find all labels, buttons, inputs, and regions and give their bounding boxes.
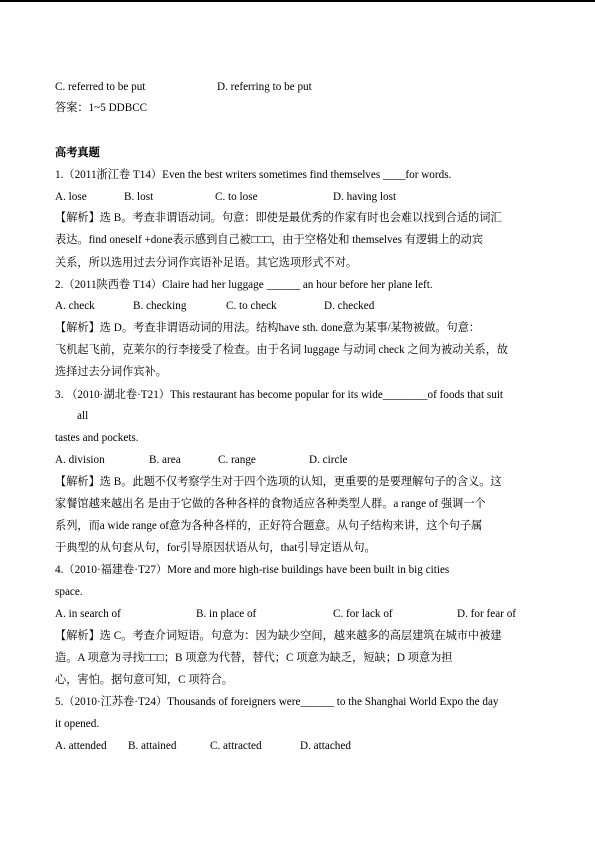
page-top-rule bbox=[0, 0, 595, 2]
question-4-analysis-line: 【解析】选 C。考查介词短语。句意为：因为缺少空间，越来越多的高层建筑在城市中被建 bbox=[55, 630, 502, 642]
question-2-analysis-line: 飞机起飞前，克莱尔的行李接受了检查。由于名词 luggage 与动词 check 之间为被动关系，故 bbox=[55, 344, 509, 356]
question-5-option-d: D. attached bbox=[300, 740, 351, 752]
question-3-stem: 3. （2010·湖北卷·T21）This restaurant has become popular for its wide________of foods that suit bbox=[55, 389, 504, 401]
question-5-option-a: A. attended bbox=[55, 740, 107, 752]
question-1-analysis-line: 关系，所以选用过去分词作宾语补足语。其它选项形式不对。 bbox=[55, 257, 358, 269]
question-1-stem: 1.（2011浙江卷 T14）Even the best writers sometimes find themselves ____for words. bbox=[55, 169, 452, 181]
question-1-option-d: D. having lost bbox=[333, 191, 397, 203]
question-3-analysis-line: 【解析】选 B。此题不仅考察学生对于四个选项的认知，更重要的是要理解句子的含义。这 bbox=[55, 476, 502, 488]
question-3-analysis-line: 于典型的从句套从句，for引导原因状语从句，that引导定语从句。 bbox=[55, 542, 376, 554]
question-2-option-b: B. checking bbox=[133, 300, 187, 312]
answer-key: 答案：1~5 DDBCC bbox=[55, 102, 148, 114]
question-2-option-a: A. check bbox=[55, 300, 95, 312]
question-5-stem-continuation: it opened. bbox=[55, 718, 100, 730]
question-3-option-b: B. area bbox=[149, 454, 181, 466]
prev-option-c: C. referred to be put bbox=[55, 81, 146, 93]
question-5-stem: 5.（2010·江苏卷·T24）Thousands of foreigners were______ to the Shanghai World Expo the day bbox=[55, 696, 499, 708]
question-4-option-b: B. in place of bbox=[196, 608, 257, 620]
question-4-option-d: D. for fear of bbox=[457, 608, 517, 620]
prev-option-d: D. referring to be put bbox=[217, 81, 312, 93]
question-2-stem: 2.（2011陕西卷 T14）Claire had her luggage ______ an hour before her plane left. bbox=[55, 279, 433, 291]
question-3-stem-continuation: tastes and pockets. bbox=[55, 432, 139, 444]
question-2-option-c: C. to check bbox=[226, 300, 277, 312]
question-3-analysis-line: 系列，而a wide range of意为各种各样的，正好符合题意。从句子结构来讲，这个句子属 bbox=[55, 520, 483, 532]
question-4-stem: 4.（2010·福建卷·T27）More and more high-rise buildings have been built in big cities bbox=[55, 564, 450, 576]
section-title: 高考真题 bbox=[55, 147, 100, 159]
question-2-option-d: D. checked bbox=[324, 300, 375, 312]
question-4-option-a: A. in search of bbox=[55, 608, 121, 620]
question-2-analysis-line: 选择过去分词作宾补。 bbox=[55, 366, 167, 378]
question-1-option-a: A. lose bbox=[55, 191, 87, 203]
question-3-option-a: A. division bbox=[55, 454, 105, 466]
question-3-stem-continuation: all bbox=[77, 410, 89, 422]
question-4-stem-continuation: space. bbox=[55, 586, 83, 598]
question-1-analysis-line: 【解析】选 B。考查非谓语动词。句意：即使是最优秀的作家有时也会难以找到合适的词汇 bbox=[55, 212, 502, 224]
question-3-option-d: D. circle bbox=[309, 454, 348, 466]
question-1-option-b: B. lost bbox=[124, 191, 154, 203]
question-3-option-c: C. range bbox=[218, 454, 256, 466]
question-4-option-c: C. for lack of bbox=[333, 608, 393, 620]
question-5-option-c: C. attracted bbox=[210, 740, 262, 752]
question-3-analysis-line: 家餐馆越来越出名 是由于它做的各种各样的食物适应各种类型人群。a range of 强调一个 bbox=[55, 498, 486, 510]
question-4-analysis-line: 造。A 项意为寻找□□□；B 项意为代替，替代；C 项意为缺乏，短缺；D 项意为担 bbox=[55, 652, 453, 664]
question-1-analysis-line: 表达。find oneself +done表示感到自己被□□□，由于空格处和 themselves 有逻辑上的动宾 bbox=[55, 234, 484, 246]
question-4-analysis-line: 心，害怕。据句意可知，C 项符合。 bbox=[55, 674, 234, 686]
question-1-option-c: C. to lose bbox=[215, 191, 258, 203]
question-5-option-b: B. attained bbox=[128, 740, 177, 752]
question-2-analysis-line: 【解析】选 D。考查非谓语动词的用法。结构have sth. done意为某事/某物被做。句意： bbox=[55, 322, 481, 334]
